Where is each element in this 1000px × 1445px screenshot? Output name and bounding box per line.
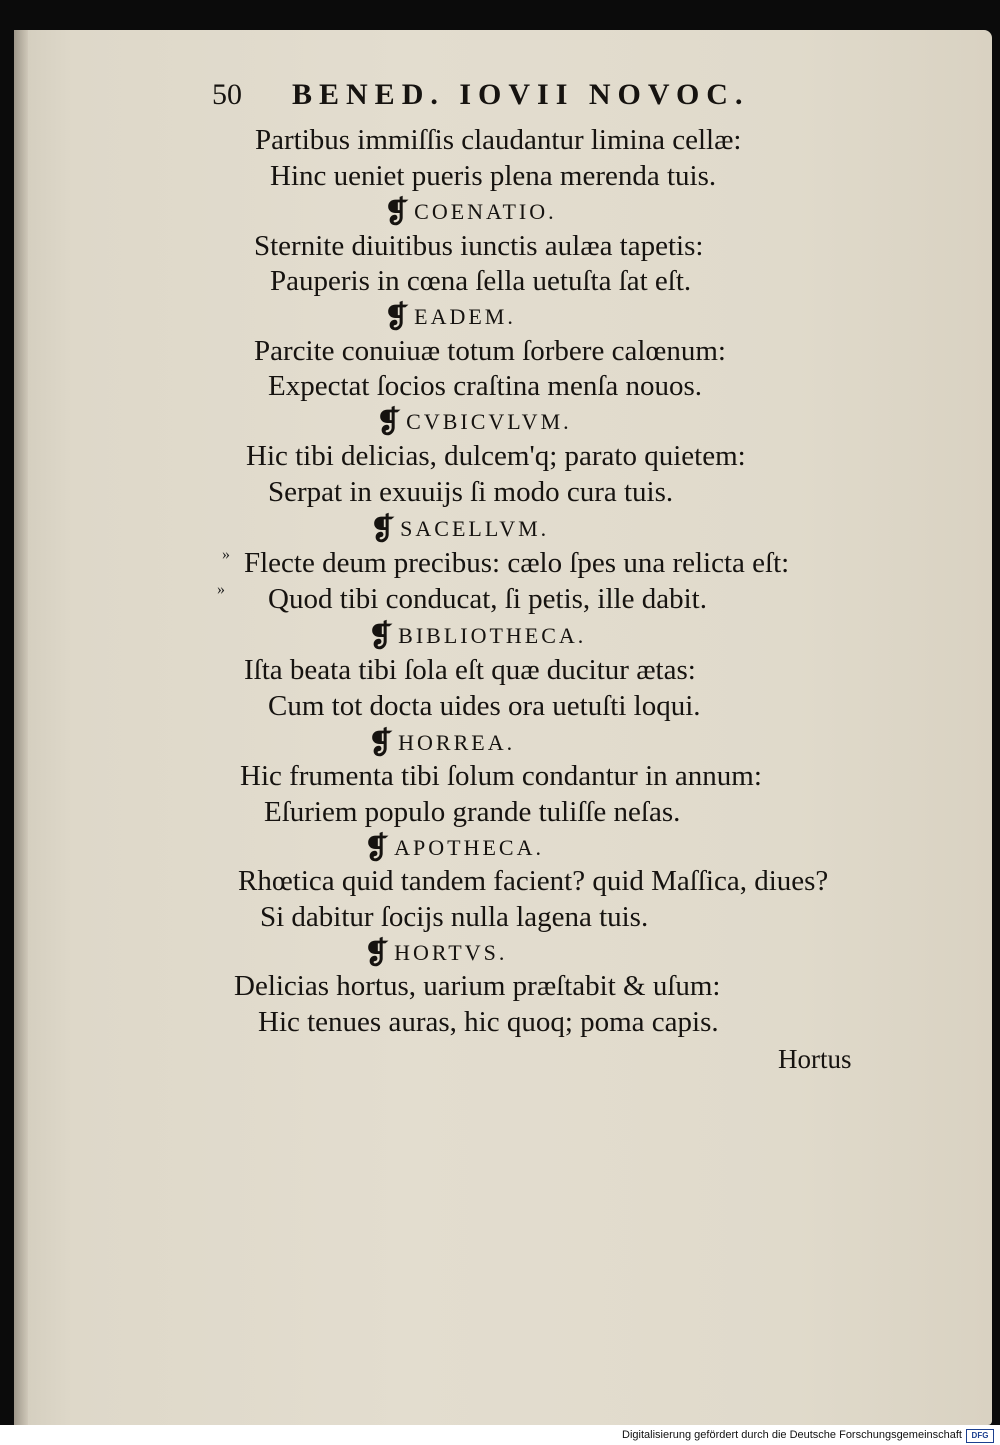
verse-line: Parcite conuiuæ totum ſorbere calœnum: xyxy=(254,335,726,367)
pilcrow-icon: ❡ xyxy=(364,832,393,865)
page-gutter-shadow xyxy=(14,30,28,1425)
page-number: 50 xyxy=(212,78,242,111)
running-header xyxy=(212,78,749,112)
section-heading: ❡HORTVS. xyxy=(364,937,508,970)
section-heading: ❡BIBLIOTHECA. xyxy=(368,620,587,653)
digitization-footer xyxy=(0,1425,1000,1445)
verse-line: Pauperis in cœna ſella uetuſta ſat eſt. xyxy=(270,265,692,297)
section-heading: ❡SACELLVM. xyxy=(370,513,550,546)
verse-line: Si dabitur ſocijs nulla lagena tuis. xyxy=(260,901,649,933)
section-heading: ❡COENATIO. xyxy=(384,196,557,229)
pilcrow-icon: ❡ xyxy=(376,406,405,439)
section-heading: ❡HORREA. xyxy=(368,727,516,760)
pilcrow-icon: ❡ xyxy=(384,301,413,334)
verse-line: Iſta beata tibi ſola eſt quæ ducitur ætas: xyxy=(244,654,696,686)
verse-line: Partibus immiſſis claudantur limina cellæ: xyxy=(255,124,742,156)
catchword: Hortus xyxy=(778,1044,852,1074)
verse-line: Serpat in exuuijs ſi modo cura tuis. xyxy=(268,476,674,508)
footer-credit: Digitalisierung gefördert durch die Deutsche Forschungsgemeinschaft xyxy=(622,1429,962,1441)
verse-line: Hic frumenta tibi ſolum condantur in annum: xyxy=(240,760,762,792)
verse-line: Sternite diuitibus iunctis aulæa tapetis: xyxy=(254,230,704,262)
pilcrow-icon: ❡ xyxy=(368,727,397,760)
running-title: BENED. IOVII NOVOC. xyxy=(292,78,750,111)
verse-line: Quod tibi conducat, ſi petis, ille dabit. xyxy=(268,583,707,615)
verse-line: Expectat ſocios craſtina menſa nouos. xyxy=(268,370,703,402)
section-heading: ❡CVBICVLVM. xyxy=(376,406,572,439)
pilcrow-icon: ❡ xyxy=(364,937,393,970)
verse-line: Hic tenues auras, hic quoq; poma capis. xyxy=(258,1006,719,1038)
verse-line: Rhœtica quid tandem facient? quid Maſſica, diues? xyxy=(238,865,829,897)
verse-line: Delicias hortus, uarium præſtabit & uſum: xyxy=(234,970,721,1002)
pilcrow-icon: ❡ xyxy=(384,196,413,229)
verse-line: Flecte deum precibus: cælo ſpes una relicta eſt: xyxy=(244,547,790,579)
verse-line: Hic tibi delicias, dulcem'q; parato quietem: xyxy=(246,440,746,472)
section-heading: ❡EADEM. xyxy=(384,301,516,334)
verse-line: Cum tot docta uides ora uetuſti loqui. xyxy=(268,690,701,722)
margin-mark: » xyxy=(222,546,230,563)
verse-line: Eſuriem populo grande tuliſſe neſas. xyxy=(264,796,681,828)
dfg-logo-icon: DFG xyxy=(966,1429,994,1443)
pilcrow-icon: ❡ xyxy=(370,513,399,546)
pilcrow-icon: ❡ xyxy=(368,620,397,653)
verse-line: Hinc ueniet pueris plena merenda tuis. xyxy=(270,160,717,192)
margin-mark: » xyxy=(217,581,225,598)
section-heading: ❡APOTHECA. xyxy=(364,832,544,865)
